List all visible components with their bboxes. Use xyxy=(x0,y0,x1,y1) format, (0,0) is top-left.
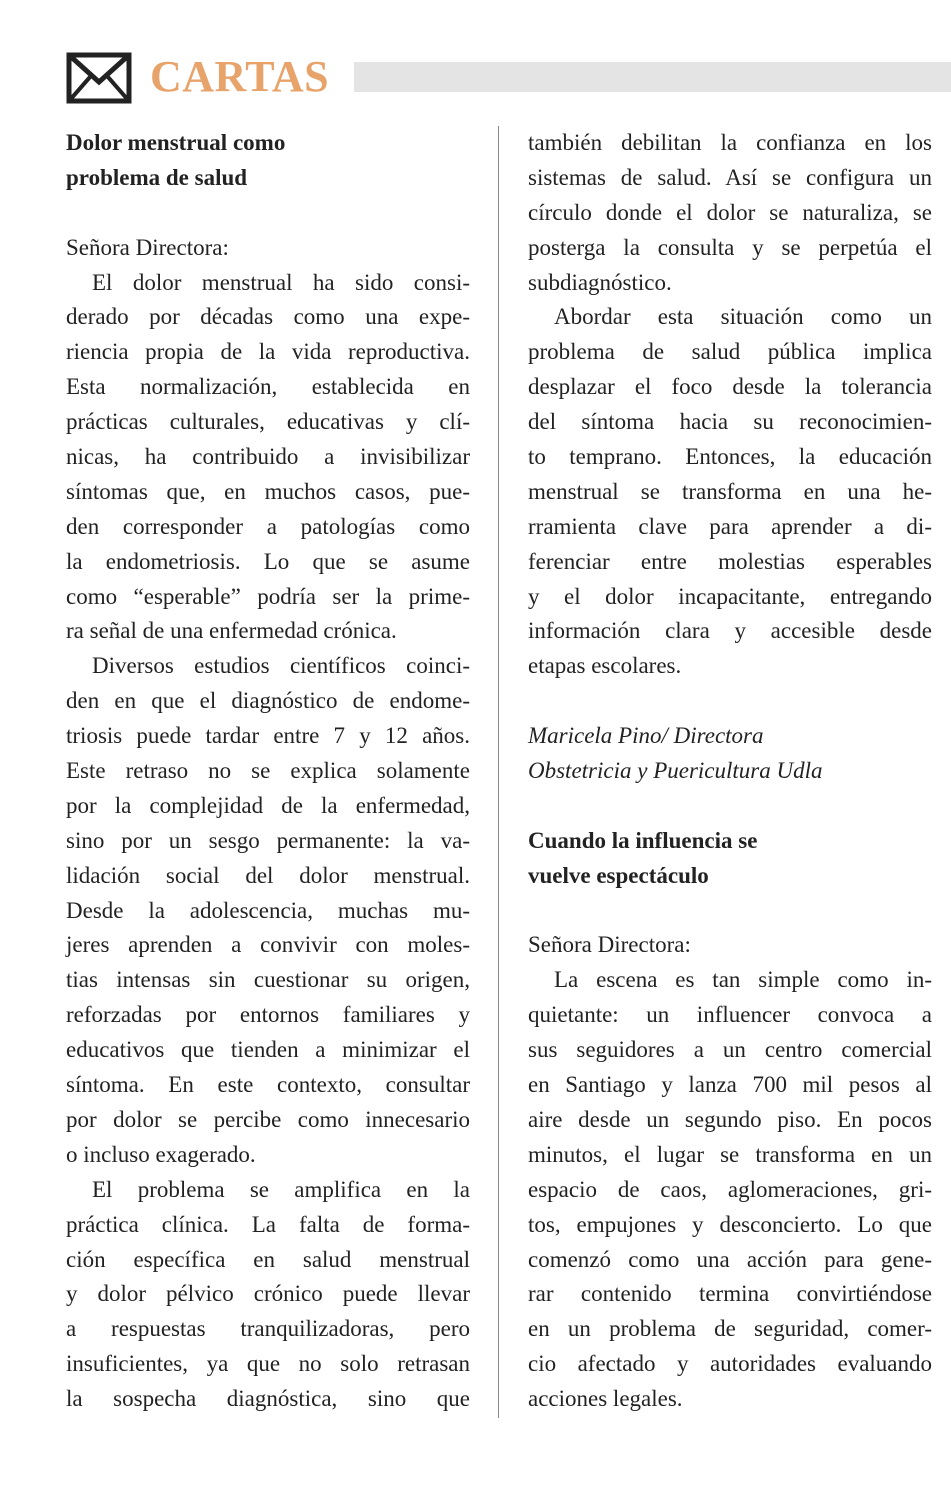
letter1-p1-line: ra señal de una enfermedad crónica. xyxy=(66,618,397,644)
letter1-p2-line: o incluso exagerado. xyxy=(66,1141,256,1167)
spacer xyxy=(528,684,932,719)
letter1-p4-line: ferenciar entre molestias esperables xyxy=(528,548,932,574)
letter1-p2-line: tias intensas sin cuestionar su origen, xyxy=(66,967,470,993)
letter1-p2-line: jeres aprenden a convivir con moles- xyxy=(66,932,470,958)
spacer xyxy=(66,196,470,231)
letter1-p2-line: reforzadas por entornos familiares y xyxy=(66,1002,470,1028)
letter1-headline-line: Dolor menstrual como xyxy=(66,130,286,155)
letter1-p2-line: educativos que tienden a minimizar el xyxy=(66,1037,470,1063)
envelope-icon xyxy=(66,52,132,104)
section-header xyxy=(66,48,951,106)
letter2-p1-line: en un problema de seguridad, comer- xyxy=(528,1316,932,1342)
letter2-headline-line: Cuando la influencia se xyxy=(528,827,758,853)
letter1-p2-line: sino por un sesgo permanente: la va- xyxy=(66,827,470,853)
letter1-p3-line: ción específica en salud menstrual xyxy=(66,1246,470,1272)
letter1-p3-cont-line: sistemas de salud. Así se configura un xyxy=(528,164,932,190)
spacer xyxy=(528,789,932,824)
letter1-p4-line: to temprano. Entonces, la educación xyxy=(528,444,932,470)
letter2-p1-line: rar contenido termina convirtiéndose xyxy=(528,1281,932,1307)
letter1-p4-line: del síntoma hacia su reconocimien- xyxy=(528,409,932,435)
letter1-p1-line: la endometriosis. Lo que se asume xyxy=(66,548,470,574)
letter2-p1-line: cio afectado y autoridades evaluando xyxy=(528,1351,932,1377)
letter1-signature-affiliation: Obstetricia y Puericultura Udla xyxy=(528,758,823,784)
letter1-p1-line: Esta normalización, establecida en xyxy=(66,374,470,400)
right-column xyxy=(528,126,932,1417)
letter2-p1-line: tos, empujones y desconcierto. Lo que xyxy=(528,1211,932,1237)
letter1-p3-cont-line: posterga la consulta y se perpetúa el xyxy=(528,234,932,260)
letter2-p1-line: quietante: un influencer convoca a xyxy=(528,1002,932,1028)
letter1-p4-line: rramienta clave para aprender a di- xyxy=(528,513,932,539)
letter1-p3-cont-line: también debilitan la confianza en los xyxy=(528,130,932,155)
letter1-p2-line: triosis puede tardar entre 7 y 12 años. xyxy=(66,723,470,749)
letter1-p3-cont-line: círculo donde el dolor se naturaliza, se xyxy=(528,199,932,225)
letter2-p1-line: aire desde un segundo piso. En pocos xyxy=(528,1106,932,1132)
section-title: CARTAS xyxy=(150,52,330,101)
letter1-p1-line: síntomas que, en muchos casos, pue- xyxy=(66,478,470,504)
letter1-p4-line: información clara y accesible desde xyxy=(528,618,932,644)
letter2-p1-line: comenzó como una acción para gene- xyxy=(528,1246,932,1272)
letter1-p2-line: Desde la adolescencia, muchas mu- xyxy=(66,897,470,923)
letter2-p1-line: La escena es tan simple como in- xyxy=(554,967,932,993)
letter1-p1-line: El dolor menstrual ha sido consi- xyxy=(92,269,470,295)
letter1-p3-line: a respuestas tranquilizadoras, pero xyxy=(66,1316,470,1342)
letter1-p1-line: como “esperable” podría ser la prime- xyxy=(66,583,470,609)
letter2-p1-line: en Santiago y lanza 700 mil pesos al xyxy=(528,1072,932,1098)
letter1-p2-line: síntoma. En este contexto, consultar xyxy=(66,1072,470,1098)
letter1-p3-line: El problema se amplifica en la xyxy=(92,1176,470,1202)
letter1-p4-line: Abordar esta situación como un xyxy=(554,304,932,330)
letter1-p1-line: den corresponder a patologías como xyxy=(66,513,470,539)
letter1-p1-line: riencia propia de la vida reproductiva. xyxy=(66,339,470,365)
letter1-p1-line: nicas, ha contribuido a invisibilizar xyxy=(66,444,470,470)
column-divider xyxy=(498,126,499,1418)
header-bar xyxy=(354,62,951,92)
letter1-p2-line: por la complejidad de la enfermedad, xyxy=(66,792,470,818)
letter1-p3-cont-line: subdiagnóstico. xyxy=(528,269,672,295)
letter1-p4-line: problema de salud pública implica xyxy=(528,339,932,365)
letter1-p3-line: insuficientes, ya que no solo retrasan xyxy=(66,1351,470,1377)
left-column xyxy=(66,126,470,1417)
letter1-p3-line: y dolor pélvico crónico puede llevar xyxy=(66,1281,470,1307)
letter1-p2-line: den en que el diagnóstico de endome- xyxy=(66,688,470,714)
letter2-p1-line: espacio de caos, aglomeraciones, gri- xyxy=(528,1176,932,1202)
letter1-p1-line: derado por décadas como una expe- xyxy=(66,304,470,330)
letter1-p2-line: Diversos estudios científicos coinci- xyxy=(92,653,470,679)
letter1-p4-line: y el dolor incapacitante, entregando xyxy=(528,583,932,609)
letter1-salutation: Señora Directora: xyxy=(66,234,229,260)
letter1-signature-name: Maricela Pino/ Directora xyxy=(528,723,764,749)
letter1-p4-line: desplazar el foco desde la tolerancia xyxy=(528,374,932,400)
letter1-p3-line: práctica clínica. La falta de forma- xyxy=(66,1211,470,1237)
letter2-p1-line: acciones legales. xyxy=(528,1386,683,1412)
letter1-p4-line: menstrual se transforma en una he- xyxy=(528,478,932,504)
letter2-headline-line: vuelve espectáculo xyxy=(528,862,709,888)
letter1-p2-line: por dolor se percibe como innecesario xyxy=(66,1106,470,1132)
letter1-p1-line: prácticas culturales, educativas y clí- xyxy=(66,409,470,435)
letter1-p2-line: lidación social del dolor menstrual. xyxy=(66,862,470,888)
spacer xyxy=(528,894,932,929)
letter1-p4-line: etapas escolares. xyxy=(528,653,682,679)
letter1-headline-line: problema de salud xyxy=(66,164,248,190)
letter1-p2-line: Este retraso no se explica solamente xyxy=(66,758,470,784)
letter2-p1-line: sus seguidores a un centro comercial xyxy=(528,1037,932,1063)
letter2-p1-line: minutos, el lugar se transforma en un xyxy=(528,1141,932,1167)
letter2-salutation: Señora Directora: xyxy=(528,932,691,958)
letter1-p3-line: la sospecha diagnóstica, sino que xyxy=(66,1386,470,1412)
